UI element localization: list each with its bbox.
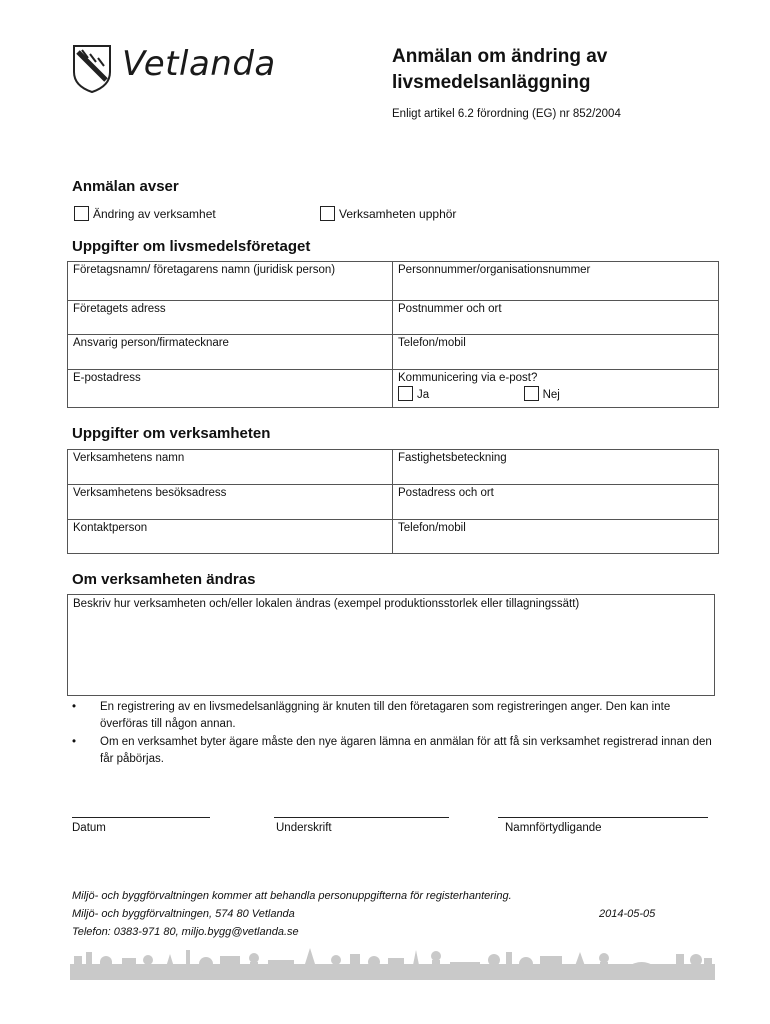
info-bullet-1-text: En registrering av en livsmedelsanläggning är knuten till den företagaren som registreringen anger. Den kan inte överföras till någon annan.: [100, 701, 671, 730]
info-bullet-2-text: Om en verksamhet byter ägare måste den nye ägaren lämna en anmälan för att få sin verksamhet registrerad innan den får påbörjas.: [100, 736, 712, 765]
info-bullet-2: [72, 734, 712, 768]
name-line[interactable]: [498, 817, 708, 818]
date-label: Datum: [72, 822, 106, 834]
option-andring[interactable]: [74, 206, 216, 221]
field-ansvarig-person[interactable]: Ansvarig person/firmatecknare: [68, 335, 393, 370]
description-textarea[interactable]: Beskriv hur verksamheten och/eller lokalen ändras (exempel produktionsstorlek eller tillagningssätt): [67, 594, 715, 696]
date-line[interactable]: [72, 817, 210, 818]
bullet-dot: •: [72, 701, 77, 713]
option-upphor[interactable]: [320, 206, 456, 221]
field-fastighetsbeteckning[interactable]: Fastighetsbeteckning: [393, 450, 719, 485]
decorative-silhouette-strip: [70, 944, 715, 980]
coat-of-arms-logo: [72, 44, 112, 94]
info-bullet-1: [72, 699, 712, 733]
section-heading-verksamheten: Uppgifter om verksamheten: [72, 425, 271, 442]
logo-wordmark: Vetlanda: [122, 44, 276, 84]
option-nej-label: Nej: [542, 389, 560, 401]
checkbox-ja[interactable]: [398, 386, 413, 401]
footer-address: Miljö- och byggförvaltningen, 574 80 Vetlanda: [72, 908, 295, 920]
checkbox-upphor[interactable]: [320, 206, 335, 221]
signature-label: Underskrift: [276, 822, 332, 834]
field-postnummer-ort[interactable]: Postnummer och ort: [393, 301, 719, 335]
checkbox-andring[interactable]: [74, 206, 89, 221]
field-telefon-verksamhet[interactable]: Telefon/mobil: [393, 520, 719, 554]
document-subtitle: Enligt artikel 6.2 förordning (EG) nr 852/2004: [392, 108, 621, 120]
field-telefon-foretag[interactable]: Telefon/mobil: [393, 335, 719, 370]
footer-contact: Telefon: 0383-971 80, miljo.bygg@vetlanda.se: [72, 926, 299, 938]
field-besoksadress[interactable]: Verksamhetens besöksadress: [68, 485, 393, 520]
footer-privacy: Miljö- och byggförvaltningen kommer att behandla personuppgifterna för registerhantering.: [72, 890, 512, 902]
bullet-dot: •: [72, 736, 77, 748]
name-label: Namnförtydligande: [505, 822, 602, 834]
field-kommunicering-epost: [393, 370, 719, 408]
info-list: [72, 699, 712, 769]
signature-line[interactable]: [274, 817, 449, 818]
foretaget-table: [67, 261, 719, 408]
option-upphor-label: Verksamheten upphör: [339, 207, 457, 221]
field-epostadress[interactable]: E-postadress: [68, 370, 393, 408]
option-nej[interactable]: [524, 389, 560, 401]
field-verksamhetens-namn[interactable]: Verksamhetens namn: [68, 450, 393, 485]
section-heading-andras: Om verksamheten ändras: [72, 571, 256, 588]
option-ja[interactable]: [398, 389, 429, 401]
field-foretagets-adress[interactable]: Företagets adress: [68, 301, 393, 335]
option-andring-label: Ändring av verksamhet: [93, 207, 216, 221]
checkbox-nej[interactable]: [524, 386, 539, 401]
kommunicering-label: Kommunicering via e-post?: [398, 372, 538, 384]
document-title: Anmälan om ändring av livsmedelsanläggning: [392, 46, 608, 93]
section-heading-anmalan: Anmälan avser: [72, 178, 179, 195]
footer-date: 2014-05-05: [599, 908, 656, 920]
option-ja-label: Ja: [417, 389, 430, 401]
field-kontaktperson[interactable]: Kontaktperson: [68, 520, 393, 554]
field-personnummer[interactable]: Personnummer/organisationsnummer: [393, 262, 719, 301]
field-foretagsnamn[interactable]: Företagsnamn/ företagarens namn (juridisk person): [68, 262, 393, 301]
verksamheten-table: [67, 449, 719, 554]
section-heading-foretaget: Uppgifter om livsmedelsföretaget: [72, 238, 311, 255]
field-postadress-ort[interactable]: Postadress och ort: [393, 485, 719, 520]
